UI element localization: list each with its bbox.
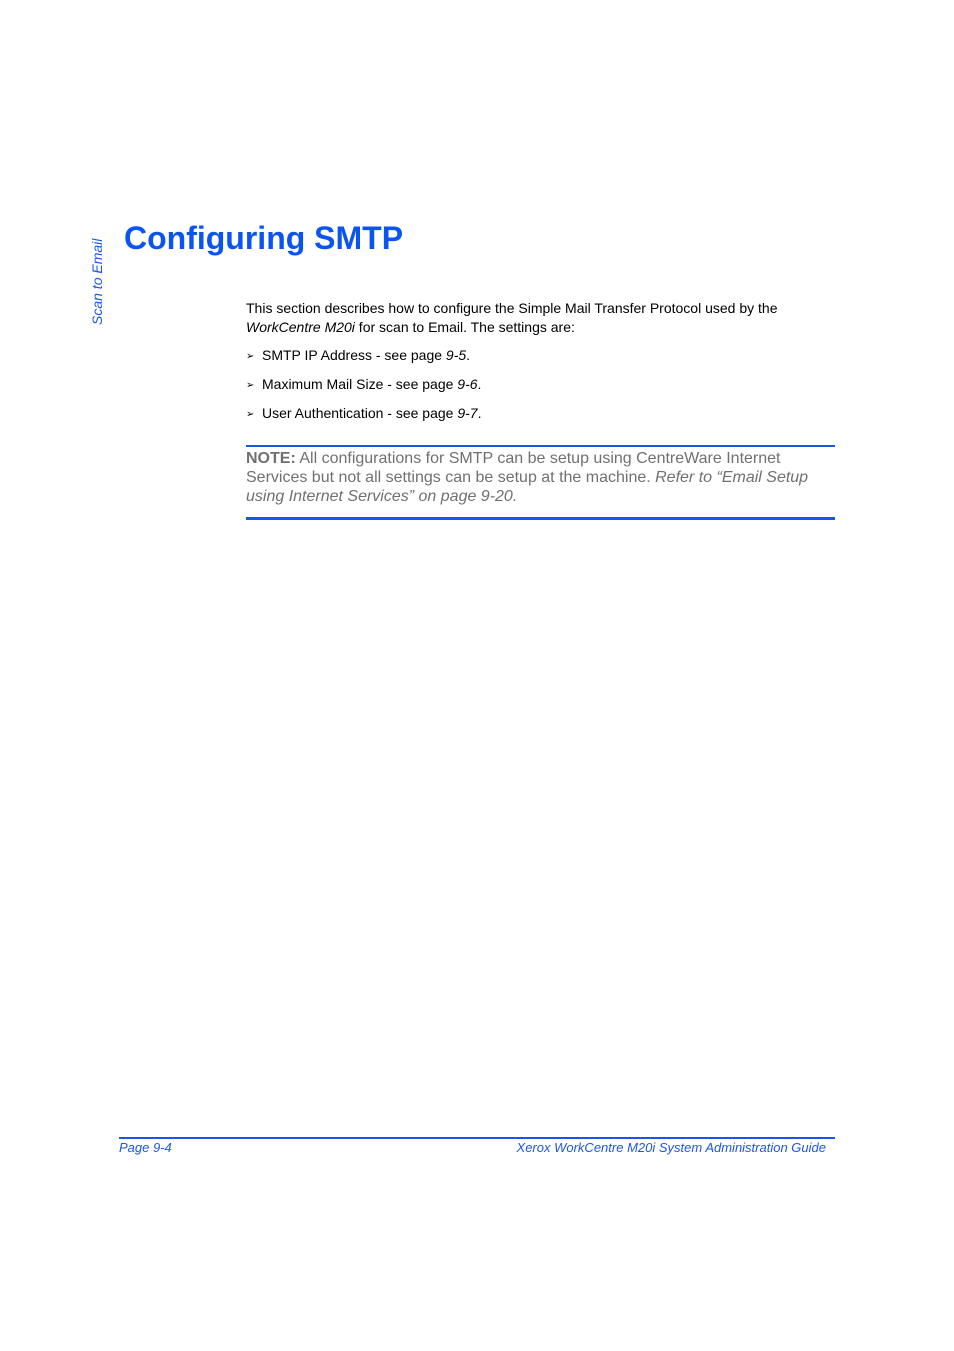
arrow-bullet-icon: ➢ (246, 380, 255, 391)
list-item-end: . (477, 376, 482, 392)
note-reference: Refer to “Email Setup using Internet Services” on page 9-20. (246, 469, 809, 505)
arrow-bullet-icon: ➢ (246, 409, 255, 420)
list-item (246, 375, 481, 404)
list-item-text: Maximum Mail Size - see page (262, 376, 458, 392)
page-reference: 9-5 (445, 347, 467, 363)
list-item-end: . (466, 347, 471, 363)
intro-text-1: This section describes how to configure the Simple Mail Transfer Protocol used by the (246, 300, 778, 316)
intro-paragraph (246, 299, 846, 337)
side-tab (88, 225, 106, 325)
arrow-bullet-icon: ➢ (246, 351, 255, 362)
footer-page-number: Page 9-4 (119, 1140, 172, 1155)
list-item-text: User Authentication - see page (262, 405, 458, 421)
footer-guide-title: Xerox WorkCentre M20i System Administration Guide (516, 1140, 826, 1155)
side-tab-label: Scan to Email (89, 238, 105, 325)
page-title: Configuring SMTP (124, 220, 404, 256)
footer-divider (119, 1137, 835, 1139)
note-label: NOTE: (246, 450, 296, 467)
page-reference: 9-6 (457, 376, 478, 392)
note-box (246, 445, 835, 520)
product-name: WorkCentre M20i (246, 319, 355, 335)
page-reference: 9-7 (457, 405, 478, 421)
intro-text-2: for scan to Email. The settings are: (354, 319, 575, 335)
list-item-end: . (477, 405, 482, 421)
settings-list (246, 346, 481, 433)
list-item (246, 404, 481, 433)
note-text: All configurations for SMTP can be setup using CentreWare Internet Services but not all settings can be setup at the machine. (246, 450, 781, 486)
list-item-text: SMTP IP Address - see page (262, 347, 446, 363)
list-item (246, 346, 481, 375)
